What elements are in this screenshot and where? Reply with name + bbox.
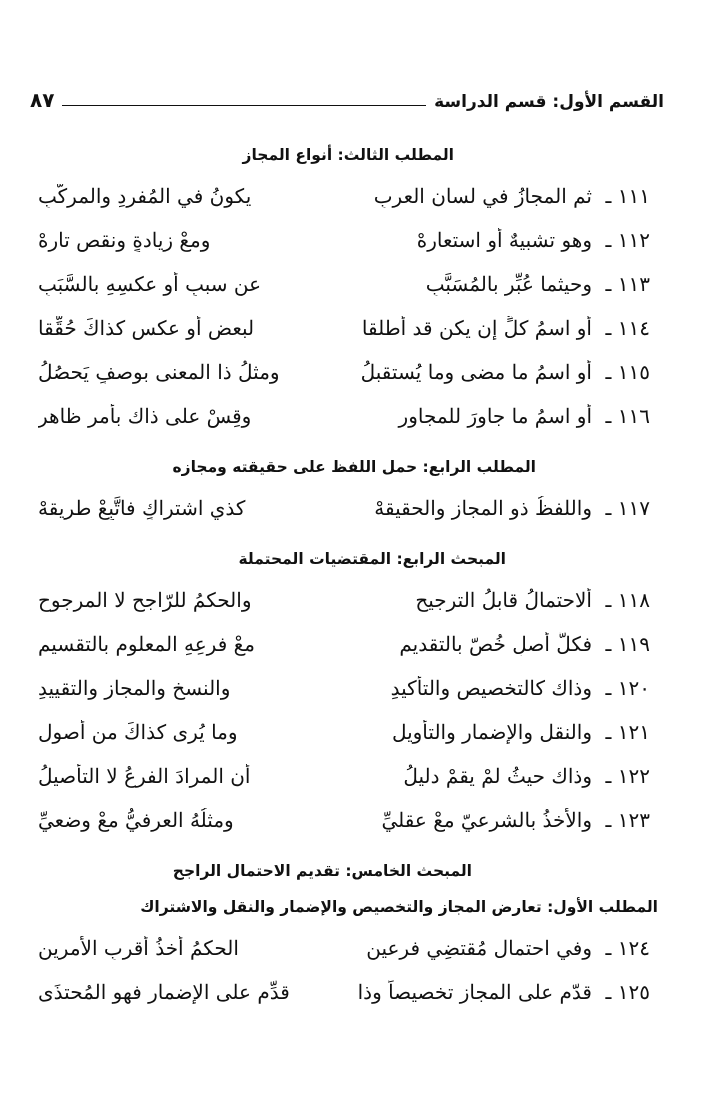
header-rule: [62, 105, 426, 106]
verse-line: [0, 184, 708, 224]
verse-first-hemistich: أو اسمُ ما مضى وما يُستقبلُ: [360, 360, 592, 384]
page-number: ٨٧: [30, 88, 55, 112]
verse-line: [0, 588, 708, 628]
verse-first-hemistich: أو اسمُ ما جاورَ للمجاورِ: [398, 404, 592, 428]
verse-number: ١٢١ ـ: [605, 720, 650, 744]
verse-number: ١٢٢ ـ: [605, 764, 650, 788]
verse-second-hemistich: والحكمُ للرّاجحِ لا المرجوحِ: [38, 588, 252, 612]
verse-first-hemistich: واللفظُ ذو المجازِ والحقيقهْ: [374, 496, 592, 520]
verse-line: [0, 496, 708, 536]
heading-matlab-3: المطلب الثالث: أنواع المجاز: [242, 146, 454, 164]
heading-mabhath-4: المبحث الرابع: المقتضيات المحتملة: [238, 550, 506, 568]
verse-number: ١١٧ ـ: [605, 496, 650, 520]
verse-second-hemistich: أن المرادَ الفرعُ لا التأصيلُ: [38, 764, 251, 788]
verse-line: [0, 272, 708, 312]
verse-line: [0, 720, 708, 760]
verse-first-hemistich: وفي احتمالِ مُقتضِي فرعينِ: [366, 936, 592, 960]
verse-number: ١١١ ـ: [605, 184, 650, 208]
verse-line: [0, 936, 708, 976]
heading-matlab-1: المطلب الأول: تعارض المجاز والتخصيص والإضمار والنقل والاشتراك: [140, 898, 658, 916]
verse-number: ١٢٥ ـ: [605, 980, 650, 1004]
verse-line: [0, 360, 708, 400]
verse-second-hemistich: ومعْ زيادةٍ ونقصٍ تارهْ: [38, 228, 211, 252]
running-header: [30, 78, 664, 112]
verse-first-hemistich: فكلُّ أصلٍ خُصّ بالتقديمِ: [399, 632, 592, 656]
verse-second-hemistich: ومثلُهُ العرفيُّ معْ وضعيِّ: [38, 808, 234, 832]
verse-number: ١٢٤ ـ: [605, 936, 650, 960]
verse-first-hemistich: وحيثما عُبِّر بالمُسَبَّبِ: [425, 272, 592, 296]
verse-number: ١١٨ ـ: [605, 588, 650, 612]
verse-first-hemistich: والأخذُ بالشرعيّ معْ عقليِّ: [381, 808, 592, 832]
section-title: القسم الأول: قسم الدراسة: [434, 92, 664, 112]
verse-number: ١١٤ ـ: [605, 316, 650, 340]
verse-second-hemistich: معْ فرعِهِ المعلومِ بالتقسيمِ: [38, 632, 255, 656]
heading-mabhath-5: المبحث الخامس: تقديم الاحتمال الراجح: [172, 862, 472, 880]
verse-first-hemistich: وذاك حيثُ لمْ يقمْ دليلُ: [403, 764, 592, 788]
verse-second-hemistich: الحكمُ أخذُ أقربِ الأمرينِ: [38, 936, 239, 960]
verse-line: [0, 632, 708, 672]
verse-second-hemistich: يكونُ في المُفردِ والمركَّبِ: [38, 184, 252, 208]
verse-second-hemistich: عن سببٍ أو عكسِهِ بالسَّبَبِ: [38, 272, 262, 296]
verse-first-hemistich: أو اسمُ كلٍّ إن يكن قد أُطلقا: [361, 316, 592, 340]
heading-matlab-4: المطلب الرابع: حمل اللفظ على حقيقته ومجازه: [172, 458, 536, 476]
verse-number: ١١٥ ـ: [605, 360, 650, 384]
verse-line: [0, 676, 708, 716]
verse-line: [0, 764, 708, 804]
verse-number: ١١٢ ـ: [605, 228, 650, 252]
verse-first-hemistich: وهو تشبيهٌ أو استعارهْ: [416, 228, 592, 252]
verse-second-hemistich: ومثلُ ذا المعنى بوصفٍ يَحصُلُ: [38, 360, 280, 384]
verse-first-hemistich: والنقلِ والإضمارِ والتأويلِ: [391, 720, 592, 744]
verse-first-hemistich: وذاك كالتخصيصِ والتأكيدِ: [390, 676, 592, 700]
verse-second-hemistich: كذي اشتراكٍ فاتَّبِعْ طريقهْ: [38, 496, 246, 520]
verse-number: ١١٣ ـ: [605, 272, 650, 296]
verse-line: [0, 980, 708, 1020]
verse-number: ١٢٠ ـ: [605, 676, 650, 700]
verse-number: ١٢٣ ـ: [605, 808, 650, 832]
verse-line: [0, 808, 708, 848]
verse-second-hemistich: قدِّم على الإضمارِ فهو المُحتذَى: [38, 980, 290, 1004]
verse-second-hemistich: وما يُرى كذاكَ من أصولِ: [38, 720, 238, 744]
verse-line: [0, 316, 708, 356]
verse-line: [0, 404, 708, 444]
verse-number: ١١٩ ـ: [605, 632, 650, 656]
verse-second-hemistich: وقِسْ على ذاك بأمرٍ ظاهرِ: [38, 404, 252, 428]
verse-first-hemistich: قدّم على المجازِ تخصيصاً وذا: [357, 980, 592, 1004]
verse-number: ١١٦ ـ: [605, 404, 650, 428]
verse-second-hemistich: والنسخِ والمجازِ والتقييدِ: [38, 676, 231, 700]
verse-line: [0, 228, 708, 268]
verse-first-hemistich: ألاحتمالُ قابلُ الترجيحِ: [415, 588, 592, 612]
verse-second-hemistich: لبعضٍ أو عكسٍ كذاكَ حُقِّقا: [38, 316, 255, 340]
verse-first-hemistich: ثم المجازُ في لسانِ العربِ: [373, 184, 592, 208]
